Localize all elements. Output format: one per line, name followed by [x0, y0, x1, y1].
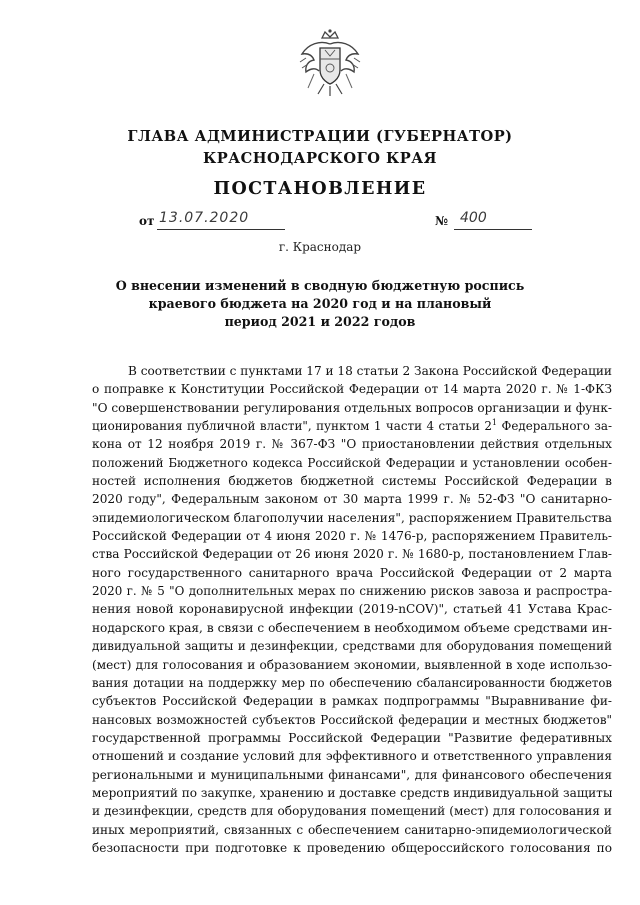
body-line-part: Федерального за- [496, 419, 612, 434]
body-line: безопасности при подготовке к проведению общероссийского голосования по [92, 840, 612, 855]
body-line: В соответствии с пунктами 17 и 18 статьи 2 Закона Российской Федерации [128, 364, 612, 378]
subject-line-2: краевого бюджета на 2020 год и на плановый [148, 296, 492, 311]
body-line: Российской Федерации от 4 июня 2020 г. № 1476-р, распоряжением Правитель- [92, 529, 612, 544]
body-line: ного государственного санитарного врача Российской Федерации от 2 марта [92, 565, 612, 580]
krasnodar-coat-of-arms-icon [294, 28, 366, 100]
subject-line-3: период 2021 и 2022 годов [224, 314, 416, 329]
body-line: кона от 12 ноября 2019 г. № 367-ФЗ "О приостановлении действия отдельных [92, 437, 612, 452]
superscript: 1 [491, 418, 497, 428]
header-line-2: КРАСНОДАРСКОГО КРАЯ [202, 150, 438, 167]
body-line: мероприятий по закупке, хранению и доставке средств индивидуальной защиты [92, 785, 612, 800]
body-line: субъектов Российской Федерации в рамках подпрограммы "Выравнивание фи- [92, 694, 612, 709]
body-line: "О совершенствовании регулирования отдельных вопросов организации и функ- [92, 400, 612, 415]
number-label: № [435, 214, 449, 228]
body-line: дивидуальной защиты и дезинфекции, средствами для оборудования помещений [92, 639, 612, 654]
body-paragraph [92, 362, 612, 857]
document-type: ПОСТАНОВЛЕНИЕ [213, 179, 427, 199]
body-line: нения новой коронавирусной инфекции (2019-nCOV)", статьей 41 Устава Крас- [92, 602, 612, 617]
date-number-row [139, 210, 539, 234]
document-number: 400 [454, 210, 532, 230]
body-line: региональными и муниципальными финансами", для финансового обеспечения [92, 767, 612, 782]
body-line: нансовых возможностей субъектов Российской федерации и местных бюджетов" [92, 712, 612, 727]
body-line: 2020 г. № 5 "О дополнительных мерах по снижению рисков завоза и распростра- [92, 584, 612, 599]
body-line: вания дотации на поддержку мер по обеспечению сбалансированности бюджетов [92, 675, 612, 690]
body-line: эпидемиологическом благополучии населения", распоряжением Правительства [92, 510, 612, 525]
header-line-1: ГЛАВА АДМИНИСТРАЦИИ (ГУБЕРНАТОР) [127, 128, 513, 145]
body-line: (мест) для голосования и образованием экономии, выявленной в ходе использо- [92, 657, 612, 672]
body-line: положений Бюджетного кодекса Российской Федерации и установлении особен- [92, 455, 612, 470]
body-line: нодарского края, в связи с обеспечением в необходимом объеме средствами ин- [92, 620, 612, 635]
document-date: 13.07.2020 [157, 210, 285, 230]
city-label: г. Краснодар [278, 240, 362, 254]
body-line: государственной программы Российской Федерации "Развитие федеративных [92, 730, 612, 745]
body-line: и дезинфекции, средств для оборудования помещений (мест) для голосования и [92, 804, 612, 819]
body-line: ства Российской Федерации от 26 июня 2020 г. № 1680-р, постановлением Глав- [92, 547, 612, 562]
body-line: иных мероприятий, связанных с обеспечением санитарно-эпидемиологической [92, 822, 612, 837]
body-line: ностей исполнения бюджетов бюджетной системы Российской Федерации в [92, 474, 612, 489]
body-line [92, 417, 612, 435]
subject-line-1: О внесении изменений в сводную бюджетную роспись [115, 278, 525, 293]
body-line: 2020 году", Федеральным законом от 30 марта 1999 г. № 52-ФЗ "О санитарно- [92, 492, 612, 507]
body-line: о поправке к Конституции Российской Федерации от 14 марта 2020 г. № 1-ФКЗ [92, 382, 612, 397]
body-line: отношений и создание условий для эффективного и ответственного управления [92, 749, 612, 764]
date-label: от [139, 214, 155, 228]
body-line-part: ционирования публичной власти", пунктом 1 части 4 статьи 2 [92, 419, 492, 434]
